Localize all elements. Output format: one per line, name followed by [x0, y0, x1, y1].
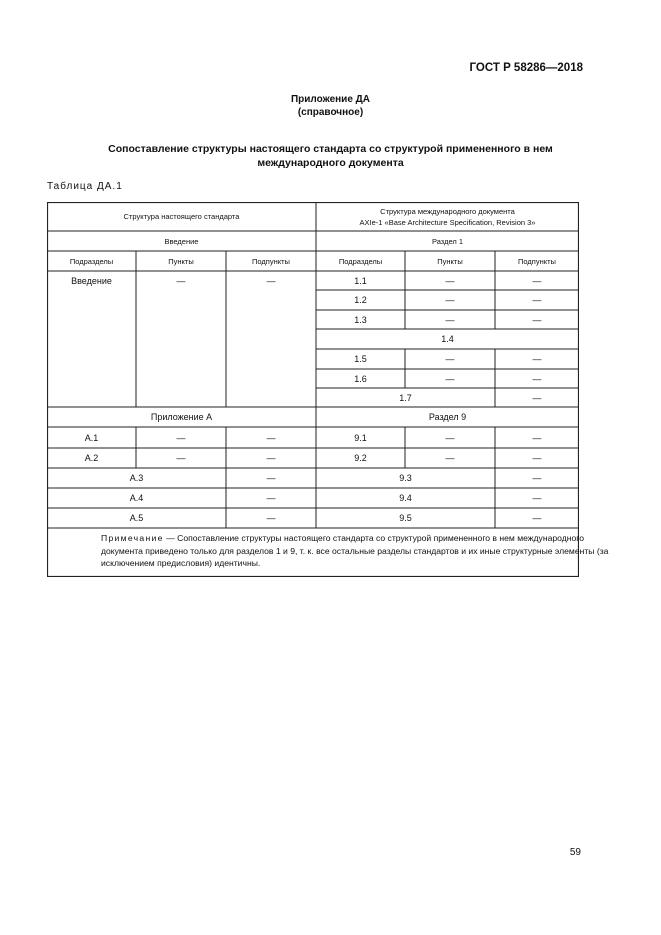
table-cell: А.2: [84, 453, 99, 463]
table-cell: 1.6: [354, 373, 367, 384]
table-cell: —: [176, 432, 186, 443]
table-cell: 1.3: [354, 314, 367, 325]
table-cell: 1.1: [354, 275, 367, 286]
table-cell: —: [445, 373, 455, 384]
table-cell: 1.2: [354, 295, 367, 305]
annex-name: Приложение ДА: [290, 94, 371, 105]
col-header-subsections-right: Подразделы: [338, 256, 383, 266]
document-title: [60, 143, 601, 170]
table-cell: 9.2: [354, 453, 367, 463]
table-cell: —: [266, 493, 276, 503]
col-header-clauses-left: Пункты: [168, 256, 194, 266]
table-cell: —: [445, 295, 455, 305]
table-cell: —: [445, 314, 455, 325]
table-cell: 1.4: [441, 334, 454, 344]
table-cell: —: [532, 275, 542, 286]
right-section-9: Раздел 9: [428, 412, 467, 422]
header-this-standard: Структура настоящего стандарта: [123, 212, 240, 221]
right-section-1: Раздел 1: [431, 236, 464, 246]
annex-type: (справочное): [297, 107, 364, 118]
table-cell: 9.3: [399, 473, 412, 483]
table-cell: —: [266, 453, 276, 463]
table-cell: —: [266, 432, 276, 443]
table-cell: —: [532, 493, 542, 503]
table-cell: —: [445, 275, 455, 286]
header-international-line-1: Структура международного документа: [380, 206, 515, 216]
table-cell: 1.7: [399, 392, 412, 403]
table-cell: —: [532, 432, 542, 443]
col-header-subclauses-left: Подпункты: [252, 256, 290, 266]
table-cell: 9.4: [399, 493, 412, 503]
note-text: — Сопоставление структуры настоящего стандарта со структурой примененного в нем международного документа приведено только для разделов 1 и 9, т. к. все остальные разделы стандартов и их иные структурные элементы (за исключением предисловия) идентичны.: [101, 533, 609, 568]
table-cell: А.1: [84, 432, 99, 443]
table-cell: —: [266, 513, 276, 523]
table-cell: —: [532, 314, 542, 325]
table-cell: Введение: [71, 275, 112, 286]
table-cell: —: [266, 275, 276, 286]
table-cell: А.4: [129, 493, 144, 503]
left-section-annex-a: Приложение А: [150, 412, 213, 422]
table-cell: —: [532, 354, 542, 364]
note-label: Примечание: [101, 533, 164, 543]
table-cell: А.3: [129, 473, 144, 483]
table-cell: —: [445, 432, 455, 443]
table-cell: А.5: [129, 513, 144, 523]
left-section-introduction: Введение: [164, 236, 199, 246]
col-header-clauses-right: Пункты: [437, 256, 463, 266]
table-note: [101, 532, 621, 570]
table-cell: —: [532, 392, 542, 403]
table-cell: —: [532, 295, 542, 305]
table-caption: Таблица ДА.1: [47, 181, 123, 192]
table-cell: 9.1: [354, 432, 367, 443]
table-cell: —: [445, 453, 455, 463]
page-number: 59: [569, 847, 581, 858]
document-title-line-2: международного документа: [257, 156, 404, 169]
document-title-line-1: Сопоставление структуры настоящего стандарта со структурой примененного в нем: [108, 143, 553, 155]
table-cell: —: [532, 373, 542, 384]
header-international-document: [316, 202, 579, 231]
table-cell: —: [266, 473, 276, 483]
table-cell: 9.5: [399, 513, 412, 523]
comparison-table: [47, 202, 609, 577]
table-cell: —: [176, 453, 186, 463]
table-cell: —: [445, 354, 455, 364]
table-cell: —: [176, 275, 186, 286]
standard-number: ГОСТ Р 58286—2018: [469, 62, 583, 74]
table-cell: —: [532, 513, 542, 523]
annex-title: [0, 93, 661, 119]
table-cell: 1.5: [354, 354, 367, 364]
header-international-line-2: AXIe-1 «Base Architecture Specification, Revision 3»: [359, 217, 536, 227]
table-cell: —: [532, 453, 542, 463]
table-cell: —: [532, 473, 542, 483]
col-header-subsections-left: Подразделы: [69, 256, 114, 266]
col-header-subclauses-right: Подпункты: [518, 256, 556, 266]
